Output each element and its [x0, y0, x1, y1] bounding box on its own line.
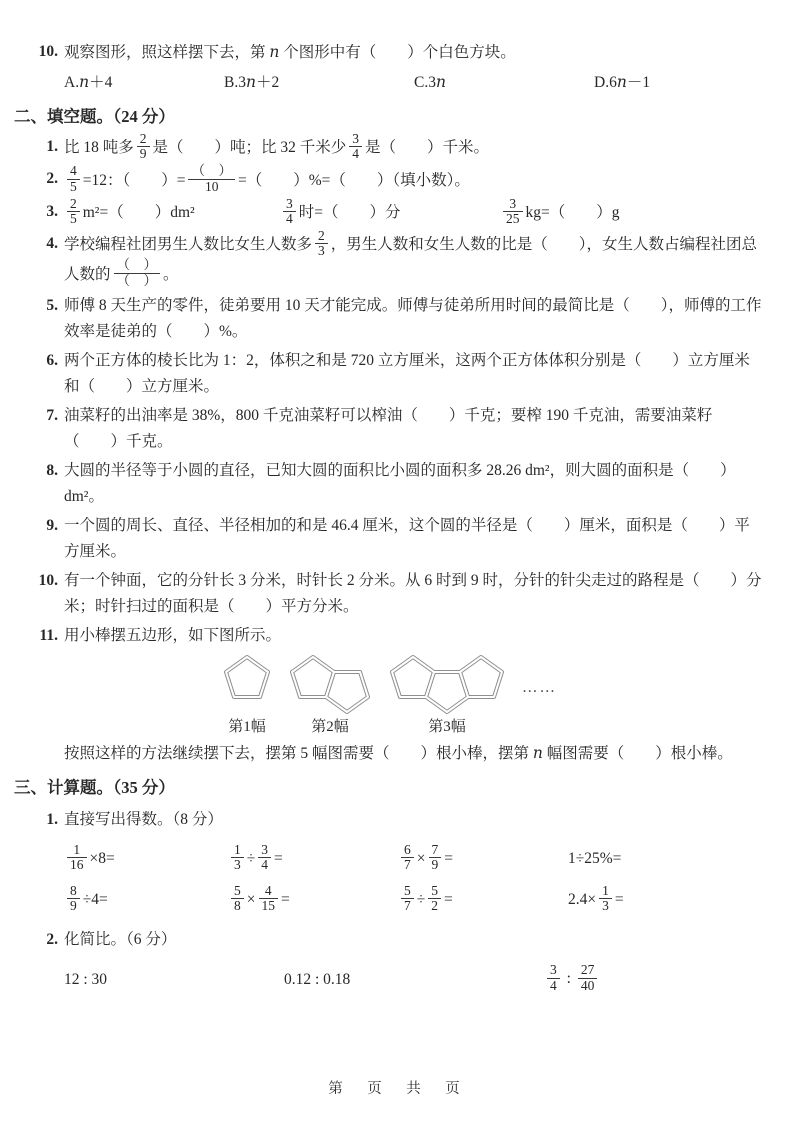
fill-q6-text: 两个正方体的棱长比为 1：2，体积之和是 720 立方厘米，这两个正方体体积分别是（ ）立方厘米和（ ）立方厘米。: [64, 351, 750, 395]
fill-q3-col-2: $\frac{3}{4}$ 时=（ ）分: [280, 199, 500, 228]
figure-label-3: 第3幅: [428, 718, 466, 735]
fill-q9-number: 9.: [46, 516, 58, 534]
pentagon-figure-1: [222, 653, 272, 737]
fill-q2-number: 2.: [46, 170, 58, 188]
direct-compute-row-2: [36, 883, 763, 915]
fill-q7-number: 7.: [46, 406, 58, 424]
calc-item: $\frac{5}{7}$ ÷ $\frac{5}{2}$ =: [398, 886, 568, 915]
fill-question-3: [36, 195, 763, 228]
fill-q9-text: 一个圆的周长、直径、半径相加的和是 46.4 厘米，这个圆的半径是（ ）厘米，面积是（ ）平方厘米。: [64, 516, 750, 560]
calc-item: $\frac{6}{7}$ × $\frac{7}{9}$ =: [398, 845, 568, 874]
direct-compute-number: 1.: [46, 810, 58, 828]
simplify-ratio-title: [36, 927, 763, 953]
question-10-stem: 观察图形，照这样摆下去，第 n 个图形中有（ ）个白色方块。: [64, 43, 516, 61]
section-calc-title: 三、计算题。（35 分）: [14, 777, 175, 797]
figure-ellipsis: ……: [522, 678, 557, 696]
direct-compute-title: [36, 807, 763, 833]
fill-q4-text: 学校编程社团男生人数比女生人数多 $\frac{2}{3}$ ，男生人数和女生人数的比是（ ），女生人数占编程社团总人数的 $\frac{( )}{( )}$ 。: [64, 228, 758, 288]
pentagon-figure-3: [388, 653, 506, 737]
option-d: D.6n－1: [594, 73, 651, 91]
simplify-ratio-row: [36, 962, 763, 994]
choice-options: [36, 69, 763, 96]
calc-item: $\frac{5}{8}$ × $\frac{4}{15}$ =: [228, 886, 398, 915]
fill-q3-col-1: $\frac{2}{5}$ m²=（ ）dm²: [64, 199, 280, 228]
ratio-item: 0.12 : 0.18: [284, 971, 351, 989]
pentagon-1-icon: [222, 653, 272, 715]
section-fill-title: 二、填空题。（24 分）: [14, 107, 175, 126]
calc-item: $\frac{8}{9}$ ÷4=: [64, 886, 228, 915]
fill-q10-number: 10.: [38, 571, 58, 589]
fill-question-4: [36, 228, 763, 290]
calc-item: 2.4× $\frac{1}{3}$ =: [568, 883, 624, 914]
fill-q6-number: 6.: [46, 351, 58, 369]
fill-q4-number: 4.: [46, 235, 58, 253]
fill-q1-number: 1.: [46, 138, 58, 155]
question-10-number: 10.: [38, 43, 58, 60]
figure-label-2: 第2幅: [311, 718, 349, 735]
pentagon-figures: [222, 653, 763, 737]
ratio-item: 12 : 30: [64, 971, 108, 989]
figure-label-1: 第1幅: [228, 718, 266, 735]
fill-q8-number: 8.: [46, 461, 58, 479]
fill-question-9: [36, 513, 763, 565]
pentagon-3-icon: [388, 653, 506, 715]
fill-question-6: [36, 348, 763, 400]
direct-compute-label: 直接写出得数。（8 分）: [64, 810, 223, 828]
fill-q11-followup-text: 按照这样的方法继续摆下去，摆第 5 幅图需要（ ）根小棒，摆第 n 幅图需要（ ）根小棒。: [64, 743, 733, 762]
question-10: [36, 39, 763, 66]
page-footer: 第 页 共 页: [328, 1081, 465, 1097]
fill-question-7: [36, 403, 763, 455]
fill-question-11: [36, 623, 763, 649]
simplify-ratio-label: 化简比。（6 分）: [64, 931, 177, 949]
fill-q5-text: 师傅 8 天生产的零件，徒弟要用 10 天才能完成。师傅与徒弟所用时间的最简比是（ ），师傅的工作效率是徒弟的（ ）%。: [64, 296, 762, 340]
option-a: A.n＋4: [64, 73, 113, 91]
pentagon-figure-2: [288, 653, 372, 737]
fill-q7-text: 油菜籽的出油率是 38%，800 千克油菜籽可以榨油（ ）千克；要榨 190 千克油，需要油菜籽（ ）千克。: [64, 406, 713, 450]
calc-item: $\frac{1}{16}$ ×8=: [64, 845, 228, 874]
fill-question-10: [36, 568, 763, 620]
fill-q3-col-3: $\frac{3}{25}$ kg=（ ）g: [500, 199, 763, 228]
ratio-item: $\frac{3}{4}$ : $\frac{27}{40}$: [544, 965, 763, 994]
fill-question-2: [36, 163, 763, 195]
fill-question-8: [36, 458, 763, 510]
calc-item: 1÷25%=: [568, 850, 622, 868]
fill-question-1: [36, 131, 763, 163]
simplify-ratio-number: 2.: [46, 931, 58, 949]
direct-compute-row-1: [36, 841, 763, 874]
option-b: B.3n＋2: [224, 73, 280, 91]
fill-q5-number: 5.: [46, 296, 58, 314]
fill-question-11-followup: [36, 740, 763, 767]
fill-q11-number: 11.: [39, 626, 58, 644]
fill-q8-text: 大圆的半径等于小圆的直径，已知大圆的面积比小圆的面积多 28.26 dm²，则大圆的面积是（ ）dm²。: [64, 461, 736, 505]
fill-q3-number: 3.: [46, 202, 58, 220]
fill-q1-text: 比 18 吨多 $\frac{2}{9}$ 是（ ）吨；比 32 千米少 $\frac{3}{4}$ 是（ ）千米。: [64, 131, 490, 162]
fill-q10-text: 有一个钟面，它的分针长 3 分米，时针长 2 分米。从 6 时到 9 时，分针的针尖走过的路程是（ ）分米；时针扫过的面积是（ ）平方分米。: [64, 571, 762, 615]
fill-question-5: [36, 293, 763, 345]
pentagon-2-icon: [288, 653, 372, 715]
fill-q2-text: $\frac{4}{5}$ =12：（ ）= $\frac{( )}{10}$ =（ ）%=（ ）（填小数）。: [64, 172, 470, 189]
calc-item: $\frac{1}{3}$ ÷ $\frac{3}{4}$ =: [228, 845, 398, 874]
fill-q11-text: 用小棒摆五边形，如下图所示。: [64, 626, 282, 644]
option-c: C.3n: [414, 73, 446, 91]
